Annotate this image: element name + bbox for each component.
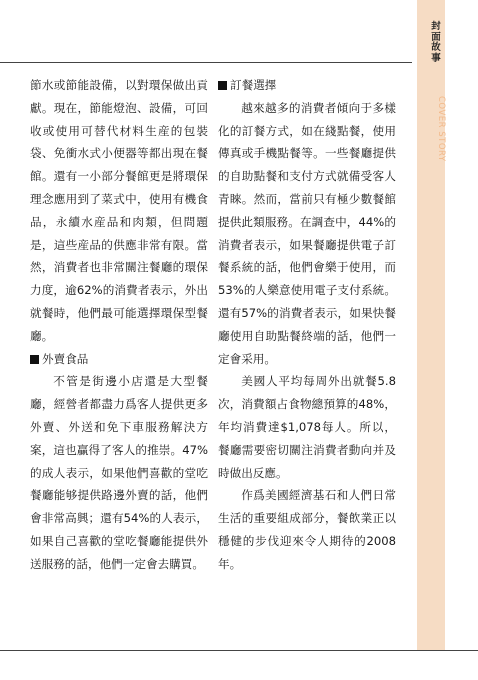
- paragraph-industry: 作爲美國經濟基石和人們日常生活的重要組成部分，餐飲業正以穩健的步伐迎來令人期待的2008年。: [218, 488, 396, 571]
- subheading-takeout: [30, 348, 208, 371]
- bullet-square-icon: [218, 81, 227, 90]
- footer-rule: [0, 650, 478, 651]
- paragraph-spending: 美國人平均每周外出就餐5.8次，消費額占食物總預算的48%，年均消費達$1,078每人。所以，餐廳需要密切關注消費者動向并及時做出反應。: [218, 374, 396, 480]
- subheading-takeout-text: 外賣食品: [42, 351, 89, 366]
- subheading-ordering: [218, 74, 396, 97]
- paragraph-continued: 節水或節能設備，以對環保做出貢獻。現在，節能燈泡、設備，可回收或使用可替代材料生産的包裝袋、免衝水式小便器等都出現在餐館。還有一小部分餐館更是將環保理念應用到了菜式中，使用有機食品，永續水産品和肉類，但問題是，這些産品的供應非常有限。當然，消費者也非常關注餐廳的環保力度，逾62%的消費者表示，外出就餐時，他們最可能選擇環保型餐廳。: [30, 78, 208, 343]
- subheading-ordering-text: 訂餐選擇: [230, 78, 277, 92]
- section-label: 封面故事: [431, 21, 441, 64]
- paragraph-takeout: 不管是街邊小店還是大型餐廳，經營者都盡力爲客人提供更多外賣、外送和免下車服務解決方案，這也贏得了客人的推崇。47%的成人表示，如果他們喜歡的堂吃餐廳能够提供路邊外賣的話，他們會非常高興；還有54%的人表示，如果自己喜歡的堂吃餐廳能提供外送服務的話，他們一定會去購買。: [30, 374, 208, 571]
- bullet-square-icon: [30, 355, 39, 364]
- left-column: [30, 74, 208, 576]
- section-label-english: COVER STORY: [436, 96, 446, 162]
- right-column: [218, 74, 396, 576]
- header-rule: [0, 62, 412, 63]
- paragraph-ordering: 越來越多的消費者傾向于多樣化的訂餐方式，如在綫點餐，使用傳真或手機點餐等。一些餐廳提供的自助點餐和支付方式就備受客人青睞。然而，當前只有極少數餐館提供此類服務。在調查中，44%的消費者表示，如果餐廳提供電子訂餐系統的話，他們會樂于使用，而53%的人樂意使用電子支付系統。還有57%的消費者表示，如果快餐廳使用自助點餐終端的話，他們一定會采用。: [218, 100, 396, 366]
